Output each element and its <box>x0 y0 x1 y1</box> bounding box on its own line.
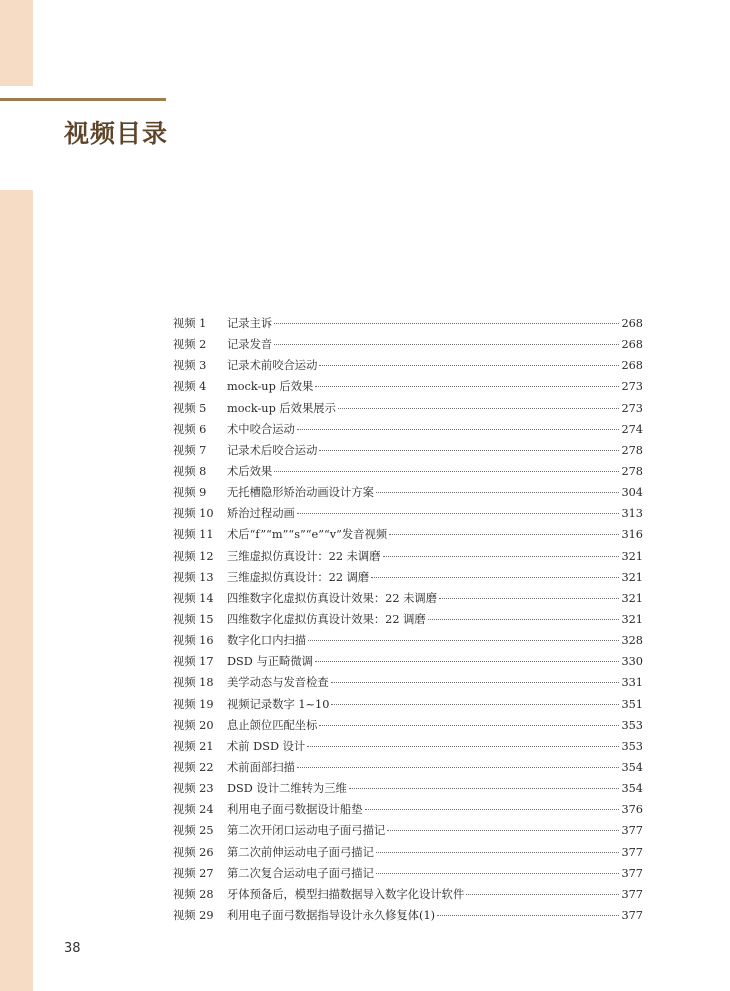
toc-entry <box>173 376 643 397</box>
toc-entry-page: 331 <box>621 676 643 690</box>
toc-entry-label: 视频 1 <box>173 317 207 330</box>
toc-entry-page: 304 <box>621 486 643 500</box>
toc-entry-title: 第二次复合运动电子面弓描记 <box>227 866 374 880</box>
toc-entry-title: 记录主诉 <box>227 317 273 330</box>
toc-entry <box>173 313 643 334</box>
toc-entry <box>173 715 643 736</box>
toc-entry-title: 三维虚拟仿真设计：22 调磨 <box>227 570 370 584</box>
toc-entry-title: 术前面部扫描 <box>227 760 295 774</box>
toc-entry-title: 三维虚拟仿真设计：22 未调磨 <box>227 549 381 563</box>
toc-entry-label: 视频 3 <box>173 359 207 373</box>
toc-entry-title: 记录发音 <box>227 338 273 352</box>
toc-entry <box>173 778 643 799</box>
toc-entry-label: 视频 22 <box>173 760 214 774</box>
toc-entry-label: 视频 12 <box>173 549 214 563</box>
toc-entry-page: 268 <box>621 338 643 352</box>
page-title: 视频目录 <box>64 119 169 148</box>
toc-entry <box>173 419 643 440</box>
table-of-contents <box>173 313 643 926</box>
dot-leader <box>297 767 619 768</box>
dot-leader <box>338 408 619 409</box>
toc-entry <box>173 588 643 609</box>
dot-leader <box>274 471 619 472</box>
toc-entry <box>173 820 643 841</box>
toc-entry <box>173 905 643 926</box>
toc-entry-label: 视频 21 <box>173 739 214 753</box>
toc-entry-page: 274 <box>621 422 643 436</box>
toc-entry-page: 353 <box>621 718 643 732</box>
toc-entry-label: 视频 16 <box>173 634 214 648</box>
toc-entry-title: 四维数字化虚拟仿真设计效果：22 调磨 <box>227 612 426 626</box>
page-number: 38 <box>64 941 81 956</box>
dot-leader <box>319 450 619 451</box>
toc-entry-page: 278 <box>621 443 643 457</box>
toc-entry-label: 视频 11 <box>173 528 214 542</box>
toc-entry-page: 313 <box>621 507 643 521</box>
toc-entry-page: 330 <box>621 655 643 669</box>
dot-leader <box>331 682 619 683</box>
toc-entry-title: 四维数字化虚拟仿真设计效果：22 未调磨 <box>227 591 438 605</box>
toc-entry-title: 术前 DSD 设计 <box>227 739 306 753</box>
toc-entry <box>173 334 643 355</box>
dot-leader <box>428 619 619 620</box>
toc-entry <box>173 694 643 715</box>
toc-entry-page: 321 <box>621 549 643 563</box>
toc-entry-page: 316 <box>621 528 643 542</box>
toc-entry-page: 351 <box>621 697 643 711</box>
toc-entry-label: 视频 20 <box>173 718 214 732</box>
toc-entry-title: 第二次前伸运动电子面弓描记 <box>227 845 374 859</box>
toc-entry <box>173 799 643 820</box>
toc-entry-label: 视频 5 <box>173 401 207 415</box>
toc-entry-label: 视频 26 <box>173 845 214 859</box>
dot-leader <box>315 386 619 387</box>
toc-entry-title: 息止颌位匹配坐标 <box>227 718 318 732</box>
toc-entry-page: 321 <box>621 591 643 605</box>
toc-entry-page: 268 <box>621 317 643 330</box>
toc-entry-title: 美学动态与发音检查 <box>227 676 329 690</box>
dot-leader <box>274 344 619 345</box>
toc-entry-title: 利用电子面弓数据指导设计永久修复体(1) <box>227 908 436 922</box>
toc-entry-label: 视频 28 <box>173 887 214 901</box>
toc-entry-title: 牙体预备后，模型扫描数据导入数字化设计软件 <box>227 887 465 901</box>
dot-leader <box>297 513 619 514</box>
toc-entry-title: DSD 设计二维转为三维 <box>227 782 347 796</box>
dot-leader <box>365 809 619 810</box>
toc-entry-page: 377 <box>621 908 643 922</box>
dot-leader <box>307 746 619 747</box>
dot-leader <box>383 556 619 557</box>
toc-entry-label: 视频 27 <box>173 866 214 880</box>
dot-leader <box>274 323 619 324</box>
toc-entry <box>173 884 643 905</box>
toc-entry-page: 321 <box>621 612 643 626</box>
dot-leader <box>376 492 619 493</box>
toc-entry-page: 321 <box>621 570 643 584</box>
toc-entry <box>173 503 643 524</box>
toc-entry <box>173 736 643 757</box>
toc-entry <box>173 482 643 503</box>
dot-leader <box>371 577 619 578</box>
toc-entry-label: 视频 14 <box>173 591 214 605</box>
dot-leader <box>297 429 619 430</box>
dot-leader <box>319 365 619 366</box>
toc-entry-title: 第二次开闭口运动电子面弓描记 <box>227 824 386 838</box>
toc-entry <box>173 440 643 461</box>
toc-entry-page: 268 <box>621 359 643 373</box>
toc-entry-page: 273 <box>621 401 643 415</box>
toc-entry-page: 354 <box>621 782 643 796</box>
toc-entry <box>173 355 643 376</box>
toc-entry-page: 354 <box>621 760 643 774</box>
toc-entry-title: mock-up 后效果展示 <box>227 401 336 415</box>
dot-leader <box>389 534 619 535</box>
toc-entry <box>173 524 643 545</box>
toc-entry <box>173 461 643 482</box>
toc-entry-page: 353 <box>621 739 643 753</box>
toc-entry <box>173 757 643 778</box>
toc-entry-label: 视频 23 <box>173 782 214 796</box>
dot-leader <box>437 915 619 916</box>
toc-entry-title: 视频记录数字 1~10 <box>227 697 330 711</box>
toc-entry-label: 视频 6 <box>173 422 207 436</box>
toc-entry-page: 376 <box>621 803 643 817</box>
toc-entry-page: 377 <box>621 845 643 859</box>
toc-entry <box>173 398 643 419</box>
toc-entry-title: 数字化口内扫描 <box>227 634 307 648</box>
side-accent-bottom <box>0 190 33 991</box>
toc-entry <box>173 672 643 693</box>
toc-entry-label: 视频 2 <box>173 338 207 352</box>
dot-leader <box>315 661 619 662</box>
toc-entry-page: 377 <box>621 866 643 880</box>
dot-leader <box>439 598 619 599</box>
toc-entry <box>173 567 643 588</box>
dot-leader <box>349 788 619 789</box>
toc-entry-label: 视频 25 <box>173 824 214 838</box>
dot-leader <box>376 873 619 874</box>
toc-entry-title: 矫治过程动画 <box>227 507 295 521</box>
toc-entry-page: 278 <box>621 464 643 478</box>
toc-entry-page: 377 <box>621 824 643 838</box>
side-accent-top <box>0 0 33 86</box>
toc-entry-label: 视频 15 <box>173 612 214 626</box>
toc-entry <box>173 651 643 672</box>
toc-entry-page: 273 <box>621 380 643 394</box>
title-rule <box>0 98 166 101</box>
toc-entry <box>173 863 643 884</box>
toc-entry-title: mock-up 后效果 <box>227 380 314 394</box>
toc-entry-page: 328 <box>621 634 643 648</box>
toc-entry-title: 无托槽隐形矫治动画设计方案 <box>227 486 374 500</box>
toc-entry-label: 视频 18 <box>173 676 214 690</box>
toc-entry-title: 记录术后咬合运动 <box>227 443 318 457</box>
toc-entry-title: 记录术前咬合运动 <box>227 359 318 373</box>
toc-entry-title: 术后“f”“m”“s”“e”“v”发音视频 <box>227 528 388 542</box>
dot-leader <box>387 830 619 831</box>
toc-entry <box>173 546 643 567</box>
dot-leader <box>466 894 619 895</box>
toc-entry-label: 视频 7 <box>173 443 207 457</box>
toc-entry <box>173 609 643 630</box>
toc-entry-title: 利用电子面弓数据设计船垫 <box>227 803 363 817</box>
toc-entry <box>173 630 643 651</box>
dot-leader <box>331 704 619 705</box>
dot-leader <box>308 640 619 641</box>
toc-entry-label: 视频 17 <box>173 655 214 669</box>
toc-entry-label: 视频 8 <box>173 464 207 478</box>
toc-entry-title: 术中咬合运动 <box>227 422 295 436</box>
toc-entry <box>173 842 643 863</box>
dot-leader <box>319 725 619 726</box>
dot-leader <box>376 852 619 853</box>
toc-entry-title: DSD 与正畸微调 <box>227 655 313 669</box>
toc-entry-label: 视频 29 <box>173 908 214 922</box>
toc-entry-label: 视频 10 <box>173 507 214 521</box>
toc-entry-label: 视频 4 <box>173 380 207 394</box>
toc-entry-label: 视频 13 <box>173 570 214 584</box>
toc-entry-label: 视频 24 <box>173 803 214 817</box>
toc-entry-label: 视频 9 <box>173 486 207 500</box>
toc-entry-title: 术后效果 <box>227 464 273 478</box>
toc-entry-label: 视频 19 <box>173 697 214 711</box>
toc-entry-page: 377 <box>621 887 643 901</box>
